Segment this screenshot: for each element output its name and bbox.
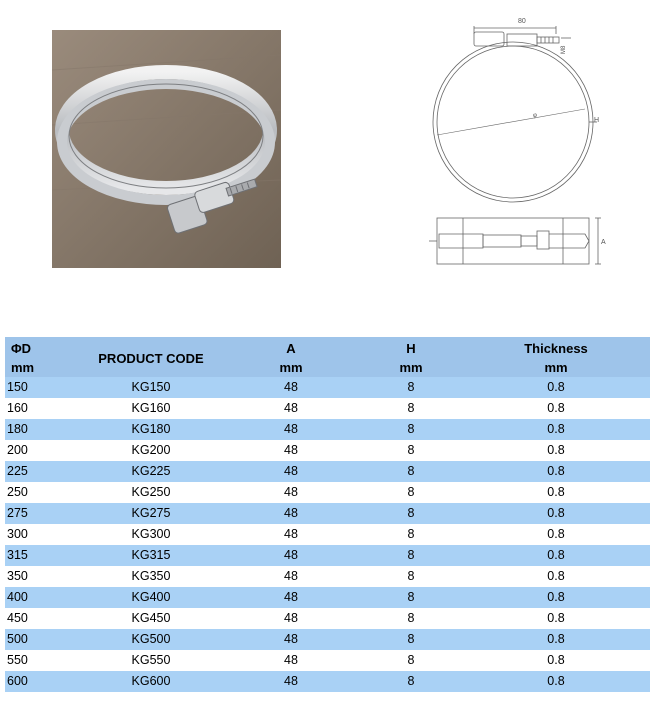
cell-h: 8	[361, 503, 461, 524]
cell-a: 48	[221, 377, 361, 398]
cell-product-code: KG400	[81, 587, 221, 608]
cell-h: 8	[361, 440, 461, 461]
table-row	[5, 545, 650, 566]
diameter-symbol: φ	[533, 113, 537, 119]
cell-diameter: 225	[5, 461, 81, 482]
table-row	[5, 440, 650, 461]
cell-a: 48	[221, 419, 361, 440]
cell-thickness: 0.8	[461, 566, 650, 587]
height-dimension-label: H	[594, 117, 600, 124]
cell-diameter: 160	[5, 398, 81, 419]
cell-h: 8	[361, 377, 461, 398]
technical-drawing	[425, 12, 625, 272]
cell-h: 8	[361, 650, 461, 671]
cell-thickness: 0.8	[461, 524, 650, 545]
cell-thickness: 0.8	[461, 650, 650, 671]
cell-diameter: 600	[5, 671, 81, 692]
cell-product-code: KG600	[81, 671, 221, 692]
cell-diameter: 200	[5, 440, 81, 461]
cell-diameter: 550	[5, 650, 81, 671]
cell-diameter: 250	[5, 482, 81, 503]
cell-product-code: KG275	[81, 503, 221, 524]
cell-a: 48	[221, 545, 361, 566]
cell-product-code: KG550	[81, 650, 221, 671]
cell-a: 48	[221, 587, 361, 608]
cell-h: 8	[361, 461, 461, 482]
cell-product-code: KG225	[81, 461, 221, 482]
cell-h: 8	[361, 419, 461, 440]
cell-thickness: 0.8	[461, 440, 650, 461]
table-row	[5, 608, 650, 629]
cell-thickness: 0.8	[461, 398, 650, 419]
cell-a: 48	[221, 461, 361, 482]
cell-h: 8	[361, 608, 461, 629]
table-row	[5, 671, 650, 692]
cell-product-code: KG160	[81, 398, 221, 419]
cell-product-code: KG300	[81, 524, 221, 545]
cell-diameter: 180	[5, 419, 81, 440]
cell-diameter: 450	[5, 608, 81, 629]
cell-diameter: 315	[5, 545, 81, 566]
cell-diameter: 300	[5, 524, 81, 545]
side-dimension-label: A	[601, 239, 606, 246]
cell-h: 8	[361, 398, 461, 419]
cell-diameter: 400	[5, 587, 81, 608]
cell-thickness: 0.8	[461, 377, 650, 398]
cell-product-code: KG450	[81, 608, 221, 629]
cell-product-code: KG315	[81, 545, 221, 566]
cell-h: 8	[361, 671, 461, 692]
cell-thickness: 0.8	[461, 629, 650, 650]
table-row	[5, 461, 650, 482]
cell-a: 48	[221, 440, 361, 461]
cell-thickness: 0.8	[461, 461, 650, 482]
col-header-h: H	[361, 337, 461, 358]
cell-thickness: 0.8	[461, 608, 650, 629]
cell-h: 8	[361, 566, 461, 587]
col-header-diameter: ΦD	[5, 337, 81, 358]
cell-a: 48	[221, 524, 361, 545]
table-header-row	[5, 337, 650, 358]
cell-thickness: 0.8	[461, 503, 650, 524]
cell-diameter: 275	[5, 503, 81, 524]
cell-a: 48	[221, 608, 361, 629]
cell-product-code: KG150	[81, 377, 221, 398]
table-row	[5, 377, 650, 398]
cell-h: 8	[361, 482, 461, 503]
cell-h: 8	[361, 629, 461, 650]
cell-thickness: 0.8	[461, 482, 650, 503]
cell-a: 48	[221, 503, 361, 524]
cell-product-code: KG350	[81, 566, 221, 587]
spec-table	[5, 337, 650, 692]
cell-h: 8	[361, 587, 461, 608]
cell-a: 48	[221, 566, 361, 587]
cell-thickness: 0.8	[461, 419, 650, 440]
cell-thickness: 0.8	[461, 587, 650, 608]
table-row	[5, 566, 650, 587]
table-row	[5, 650, 650, 671]
table-row	[5, 482, 650, 503]
cell-product-code: KG200	[81, 440, 221, 461]
cell-a: 48	[221, 650, 361, 671]
table-row	[5, 398, 650, 419]
cell-product-code: KG250	[81, 482, 221, 503]
unit-thickness: mm	[461, 358, 650, 377]
table-row	[5, 524, 650, 545]
col-header-thickness: Thickness	[461, 337, 650, 358]
cell-product-code: KG180	[81, 419, 221, 440]
unit-diameter: mm	[5, 358, 81, 377]
unit-a: mm	[221, 358, 361, 377]
table-row	[5, 587, 650, 608]
table-row	[5, 629, 650, 650]
cell-diameter: 150	[5, 377, 81, 398]
cell-thickness: 0.8	[461, 671, 650, 692]
cell-a: 48	[221, 398, 361, 419]
cell-product-code: KG500	[81, 629, 221, 650]
col-header-product-code: PRODUCT CODE	[81, 337, 221, 377]
table-row	[5, 419, 650, 440]
cell-h: 8	[361, 545, 461, 566]
cell-a: 48	[221, 671, 361, 692]
cell-diameter: 350	[5, 566, 81, 587]
bolt-size-label: M8	[561, 45, 567, 54]
cell-thickness: 0.8	[461, 545, 650, 566]
cell-a: 48	[221, 482, 361, 503]
width-dimension-label: 80	[518, 18, 526, 25]
cell-h: 8	[361, 524, 461, 545]
cell-diameter: 500	[5, 629, 81, 650]
unit-h: mm	[361, 358, 461, 377]
cell-a: 48	[221, 629, 361, 650]
col-header-a: A	[221, 337, 361, 358]
table-row	[5, 503, 650, 524]
product-photo	[52, 30, 281, 268]
